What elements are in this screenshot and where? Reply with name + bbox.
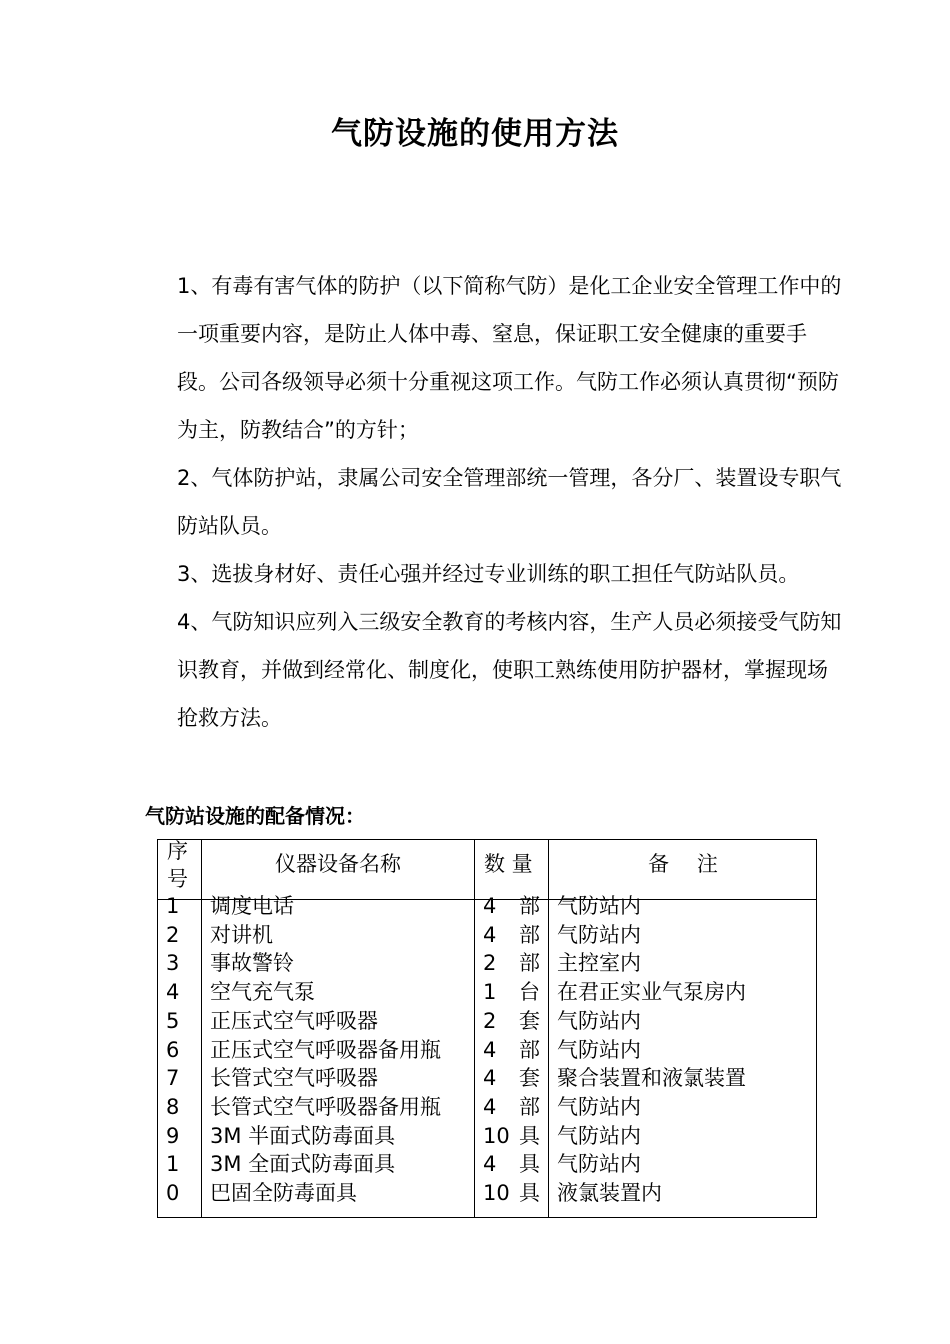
column-divider xyxy=(474,840,475,1217)
row-name: 对讲机 xyxy=(210,922,273,947)
row-no: 8 xyxy=(166,1094,180,1119)
row-quantity-unit: 部 xyxy=(519,951,540,976)
row-name: 调度电话 xyxy=(210,894,294,918)
header-remark: 备 注 xyxy=(648,852,718,876)
header-no-line2: 号 xyxy=(167,867,188,891)
row-no: 7 xyxy=(166,1066,180,1091)
row-name: 长管式空气呼吸器 xyxy=(210,1066,378,1091)
row-name: 3M 半面式防毒面具 xyxy=(210,1123,396,1148)
row-quantity-unit: 部 xyxy=(519,1037,540,1062)
row-no: 9 xyxy=(166,1123,180,1148)
row-remark: 主控室内 xyxy=(557,951,641,976)
header-quantity: 数 量 xyxy=(484,852,533,876)
row-name: 空气充气泵 xyxy=(210,980,315,1005)
paragraph-3: 3、选拔身材好、责任心强并经过专业训练的职工担任气防站队员。 xyxy=(177,562,800,586)
row-no: 5 xyxy=(166,1008,180,1033)
row-remark: 液氯装置内 xyxy=(557,1181,662,1205)
row-quantity-unit: 部 xyxy=(519,894,540,918)
row-name: 长管式空气呼吸器备用瓶 xyxy=(210,1094,441,1119)
row-quantity-unit: 部 xyxy=(519,922,540,947)
row-quantity-unit: 台 xyxy=(519,980,540,1005)
row-quantity-number: 2 xyxy=(483,951,497,976)
row-quantity-number: 4 xyxy=(483,1066,497,1091)
row-quantity-unit: 部 xyxy=(519,1094,540,1119)
row-quantity-unit: 具 xyxy=(519,1181,540,1205)
page-title: 气防设施的使用方法 xyxy=(331,116,619,152)
row-name: 正压式空气呼吸器备用瓶 xyxy=(210,1037,441,1062)
row-quantity-number: 4 xyxy=(483,1152,497,1177)
row-remark: 在君正实业气泵房内 xyxy=(557,980,746,1005)
row-remark: 聚合装置和液氯装置 xyxy=(557,1066,746,1091)
paragraph-4: 4、气防知识应列入三级安全教育的考核内容，生产人员必须接受气防知识教育，并做到经常化、制度化，使职工熟练使用防护器材，掌握现场抢救方法。 xyxy=(177,610,842,730)
row-remark: 气防站内 xyxy=(557,894,641,918)
header-no-line1: 序 xyxy=(167,839,188,863)
row-remark: 气防站内 xyxy=(557,1008,641,1033)
paragraph-1: 1、有毒有害气体的防护（以下简称气防）是化工企业安全管理工作中的一项重要内容，是防止人体中毒、窒息，保证职工安全健康的重要手段。公司各级领导必须十分重视这项工作。气防工作必须认真贯彻“预防为主，防教结合”的方针； xyxy=(177,274,842,442)
row-no: 2 xyxy=(166,922,180,947)
row-remark: 气防站内 xyxy=(557,1152,641,1177)
row-remark: 气防站内 xyxy=(557,1094,641,1119)
row-name: 正压式空气呼吸器 xyxy=(210,1008,378,1033)
row-quantity-unit: 套 xyxy=(519,1008,540,1033)
row-quantity-unit: 具 xyxy=(519,1152,540,1177)
row-no: 6 xyxy=(166,1037,180,1062)
row-name: 3M 全面式防毒面具 xyxy=(210,1152,396,1177)
row-no: 0 xyxy=(166,1181,180,1205)
row-quantity-number: 2 xyxy=(483,1008,497,1033)
row-quantity-number: 4 xyxy=(483,894,497,918)
row-remark: 气防站内 xyxy=(557,1123,641,1148)
equipment-table xyxy=(157,839,817,1218)
paragraph-2: 2、气体防护站，隶属公司安全管理部统一管理，各分厂、装置设专职气防站队员。 xyxy=(177,466,842,538)
row-quantity-number: 10 xyxy=(483,1181,510,1205)
row-no: 1 xyxy=(166,1152,180,1177)
row-remark: 气防站内 xyxy=(557,922,641,947)
section-title: 气防站设施的配备情况： xyxy=(145,804,365,828)
row-name: 巴固全防毒面具 xyxy=(210,1181,357,1205)
column-divider xyxy=(201,840,202,1217)
row-no: 3 xyxy=(166,951,180,976)
header-name: 仪器设备名称 xyxy=(275,852,401,876)
row-quantity-number: 4 xyxy=(483,922,497,947)
row-quantity-number: 4 xyxy=(483,1037,497,1062)
header-no xyxy=(167,837,188,893)
row-quantity-number: 4 xyxy=(483,1094,497,1119)
row-remark: 气防站内 xyxy=(557,1037,641,1062)
row-quantity-unit: 具 xyxy=(519,1123,540,1148)
row-name: 事故警铃 xyxy=(210,951,294,976)
column-divider xyxy=(548,840,549,1217)
row-quantity-number: 10 xyxy=(483,1123,510,1148)
row-no: 4 xyxy=(166,980,180,1005)
row-quantity-number: 1 xyxy=(483,980,497,1005)
row-quantity-unit: 套 xyxy=(519,1066,540,1091)
row-no: 1 xyxy=(166,894,180,918)
